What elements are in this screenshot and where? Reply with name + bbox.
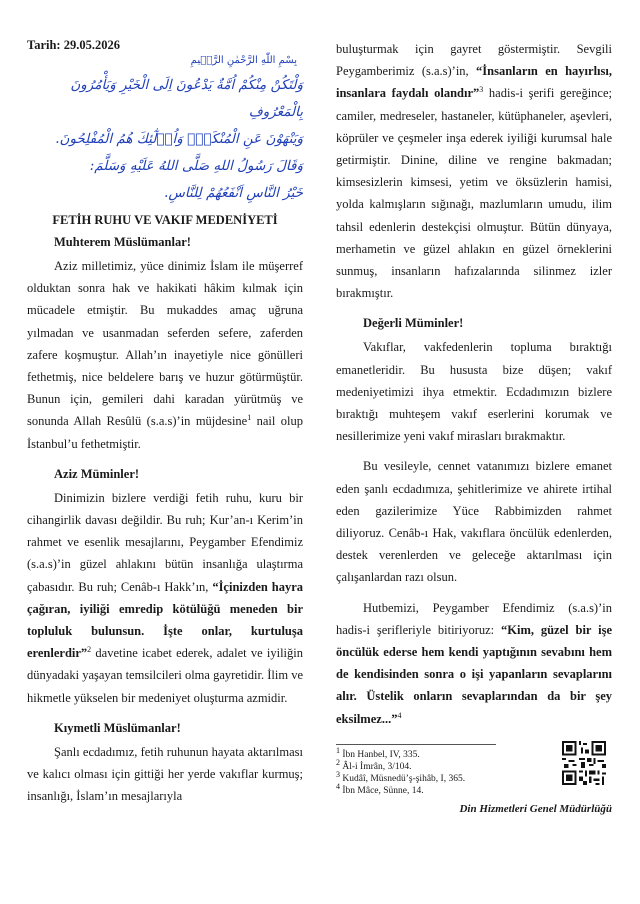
quote-bold: “İnsanların en hayırlısı, insanlara faydalı olandır”	[336, 64, 612, 101]
ayah-text	[27, 72, 303, 207]
footnote-divider	[336, 744, 496, 745]
qr-code-icon[interactable]	[562, 741, 606, 785]
footnote-ref[interactable]: 4	[397, 710, 402, 720]
footnote-item: $^3$ Kudâî, Müsnedü’ş-şihâb, I, 365.	[336, 769, 466, 784]
paragraph: Şanlı ecdadımız, fetih ruhunun hayata aktarılması ve kalıcı olması için gittiği her yerde vakıflar kurmuş; insanlığı, İslam’ın mesajlarıyla	[27, 744, 303, 804]
section-heading: Kıymetli Müslümanlar!	[54, 720, 181, 735]
right-column	[336, 38, 612, 815]
footnote-item: $^2$ Âl-i İmrân, 3/104.	[336, 757, 412, 772]
footnotes	[336, 745, 612, 797]
footnote-ref[interactable]: 1	[247, 413, 252, 423]
paragraph: Vakıflar, vakfedenlerin topluma bıraktığı emanetleridir. Bu hususta bize düşen; vakıf medeniyetimizi ihya etmektir. Ecdadımızın bizlere bıraktığı muhteşem vakıf eserlerini korumak ve nesillerimize yeni vakıf mirasları bırakmaktır.	[336, 340, 612, 444]
quote-bold: “İçinizden hayra çağıran, iyiliği emredip kötülüğü meneden bir topluluk bulunsun. İşte onlar, kurtuluşa erenlerdir”	[27, 579, 303, 661]
footnote-item: $^1$ İbn Hanbel, IV, 335.	[336, 745, 420, 760]
sermon-title: FETİH RUHU VE VAKIF MEDENİYETİ	[52, 213, 278, 227]
footnote-item: $^4$ İbn Mâce, Sünne, 14.	[336, 781, 424, 796]
hadith-intro-line: وَقَالَ رَسُولُ اللهِ صَلَّى اللهُ عَلَيْهِ وَسَلَّمَ:	[89, 158, 303, 174]
ayah-line: وَيَنْهَوْنَ عَنِ الْمُنْكَرِۜ وَاُو۬لٰٓئِكَ هُمُ الْمُفْلِحُونَ.	[55, 131, 303, 147]
paragraph: Hutbemizi, Peygamber Efendimiz (s.a.s)’in hadis-i şerifleriyle bitiriyoruz: “Kim, güzel bir işe öncülük ederse hem kendi yaptığının sevabını hem de kendisinden sonra o işi yapanların sevaplarını alır. Üstelik onların sevaplarından da bir şey eksilmez...”$^4$	[336, 600, 612, 726]
footnote-ref[interactable]: 2	[87, 645, 92, 655]
date-label: Tarih: 29.05.2026	[27, 38, 120, 52]
paragraph: Dinimizin bizlere verdiği fetih ruhu, kuru bir cihangirlik davası değildir. Bu ruh; Kur’an-ı Kerim’in rahmet ve esenlik mesajlarını, Peygamber Efendimiz (s.a.s)’in güzel ahlakını bütün insanlığa ulaştırma çabasıdır. Bu ruh; Cenâb-ı Hakk’ın, “İçinizden hayra çağıran, iyiliği emredip kötülüğü meneden bir topluluk bulunsun. İşte onlar, kurtuluşa erenlerdir”$^2$ davetine icabet ederek, adalet ve iyiliğin dünyadaki yaşayan temsilcileri olma gayretidir. İlim ve hikmetle yükselen bir medeniyet oluşturma azmidir.	[27, 490, 303, 705]
section-heading: Muhterem Müslümanlar!	[54, 235, 191, 249]
ayah-line: وَلْتَكُنْ مِنْكُمْ اُمَّةٌ يَدْعُونَ اِلَى الْخَيْرِ وَيَأْمُرُونَ بِالْمَعْرُوفِ	[70, 77, 303, 120]
paragraph: buluşturmak için gayret göstermiştir. Sevgili Peygamberimiz (s.a.s)’in, “İnsanların en hayırlısı, insanlara faydalı olandır”$^3$ hadis-i şerifi gereğince; camiler, medreseler, hastaneler, kütüphaneler, aşevleri, köprüler ve çeşmeler inşa ederek iyiliği kurumsal hale getirmiştir. Dinine, diline ve rengine bakmadan; kimsesizlerin kimsesi, yetim ve öksüzlerin hamisi, yolda kalmışların sığınağı, mazlumların umudu, ilim tahsil edenlerin destekçisi olmuştur. Bütün dünyaya, merhametin ve güzel ahlakın en güzel örneklerini sunmuş, insanların hafızalarında silinmez izler bırakmıştır.	[336, 42, 612, 301]
paragraph: Aziz milletimiz, yüce dinimiz İslam ile müşerref olduktan sonra hak ve hakikati hâkim kılmak için mücadele etmiştir. Bu mukaddes amaç uğruna yılmadan ve usanmadan seferden sefere, zaferden zafere koşmuştur. Allah’ın inayetiyle nice gönülleri fethetmiş, nice beldelere barış ve huzur götürmüştür. Bunun için, gemileri dahi karadan yürütmüş ve sonunda Allah Resûlü (s.a.s)’in müjdesine$^1$ nail olup İstanbul’u fethetmiştir.	[27, 259, 303, 451]
signature: Din Hizmetleri Genel Müdürlüğü	[459, 802, 612, 815]
basmala-calligraphy: بِسْمِ اللّٰهِ الرَّحْمٰنِ الرَّح۪يمِ	[190, 55, 297, 66]
left-column	[27, 38, 303, 807]
hadith-line: خَيْرُ النَّاسِ اَنْفَعُهُمْ لِلنَّاسِ.	[164, 185, 303, 201]
quote-bold: “Kim, güzel bir işe öncülük ederse hem kendi yaptığının sevabını hem de kendisinden sonra o işi yapanların sevaplarını alır. Üstelik onların sevaplarından da bir şey eksilmez...”	[336, 622, 612, 726]
paragraph: Bu vesileyle, cennet vatanımızı bizlere emanet eden şanlı ecdadımıza, şehitlerimize ve ahirete irtihal eden gazilerimize Yüce Rabbimizden rahmet diliyoruz. Cenâb-ı Hak, vakıflara öncülük edenlerden, destek verenlerden ve geleceğe aktarılması için çalışanlardan razı olsun.	[336, 459, 612, 585]
section-heading: Değerli Müminler!	[363, 316, 464, 331]
section-heading: Aziz Müminler!	[54, 466, 140, 481]
footnote-ref[interactable]: 3	[479, 85, 484, 95]
